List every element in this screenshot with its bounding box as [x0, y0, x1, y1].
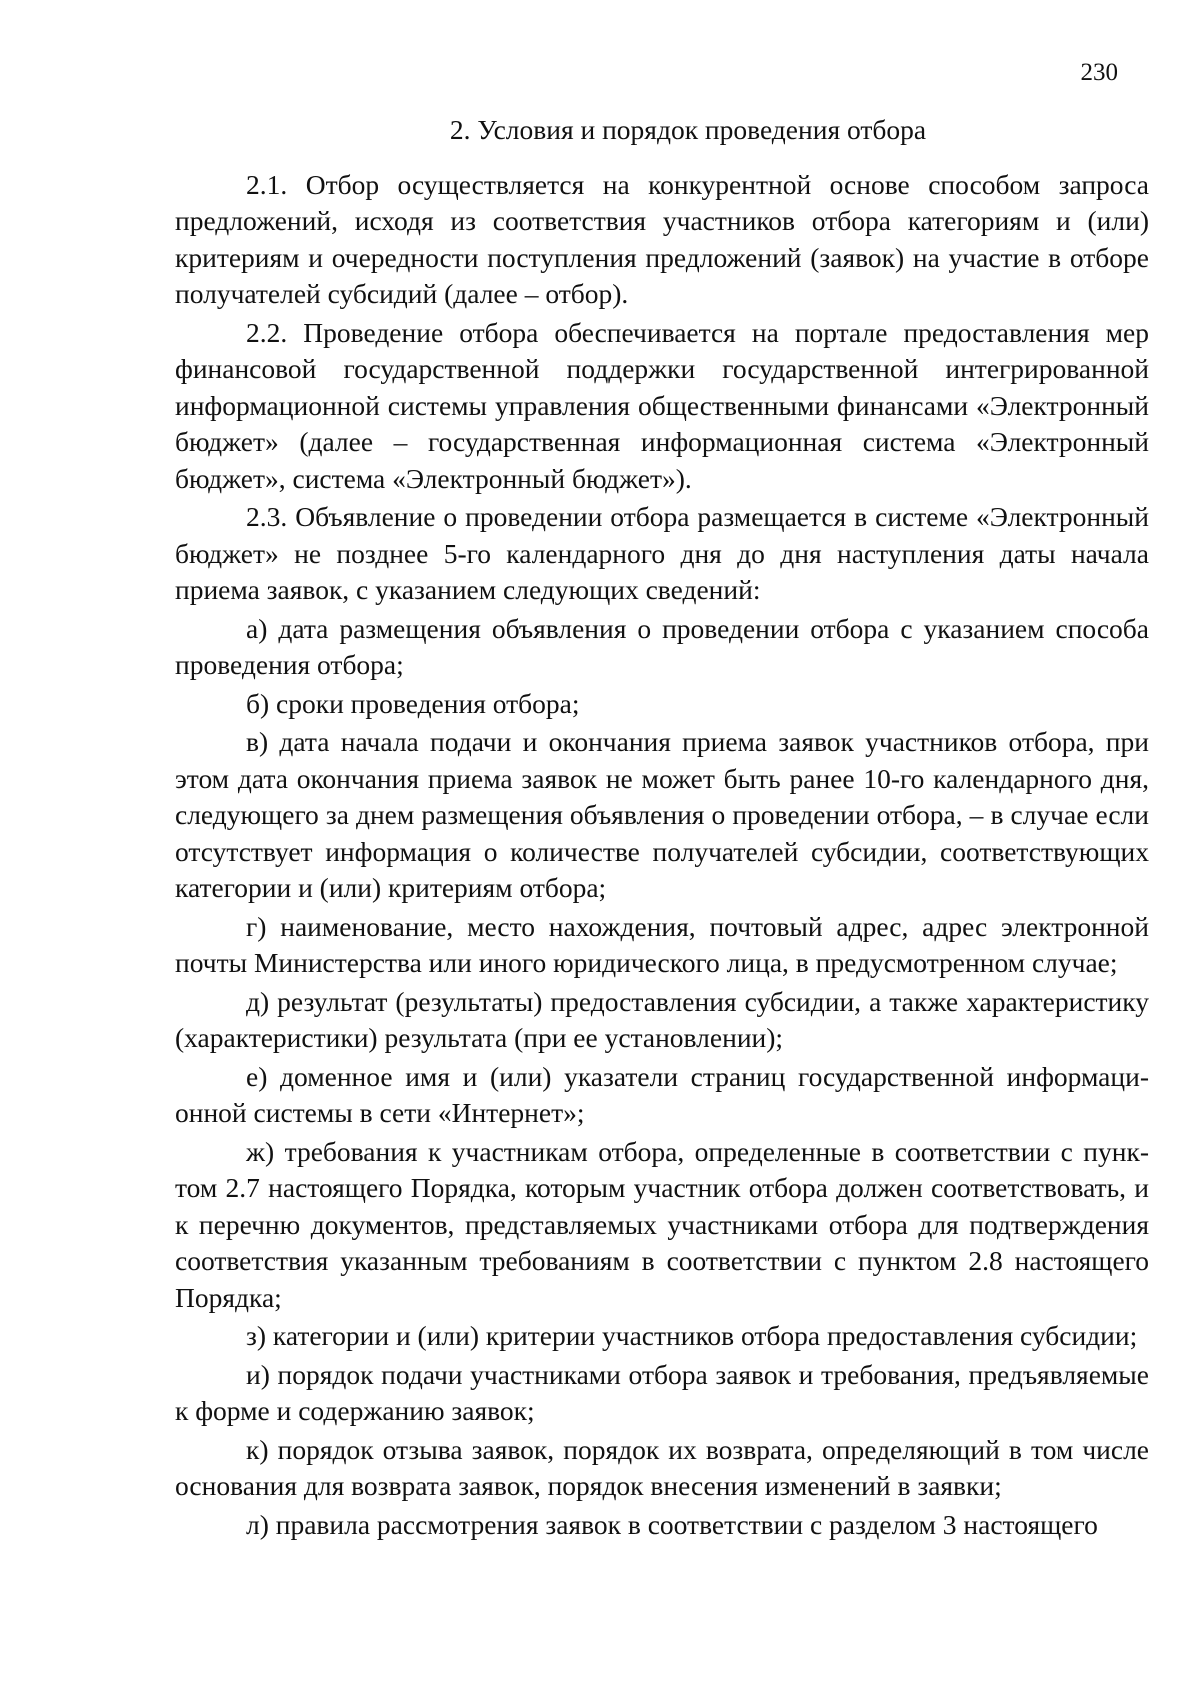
list-item-l: л) правила рассмотрения заявок в соответствии с разделом 3 настоящего: [246, 1508, 1098, 1540]
list-item-a: а) дата размещения объявления о проведении отбора с указанием способа проведения отбора;: [175, 612, 1149, 680]
page-number: 230: [1080, 59, 1118, 86]
list-item-zh: ж) требования к участникам отбора, определенные в соответствии с пунктом 2.7 настоящего Порядка, которым участник отбора должен соответствовать, и к перечню документов, представляемых участниками отбора для подтверждения соответствия указанным требованиям в соответствии с пунктом 2.8 настоящего Порядка;: [175, 1135, 1149, 1313]
list-item-v: в) дата начала подачи и окончания приема заявок участников отбора, при этом дата окончания приема заявок не может быть ранее 10-го календарного дня, следующего за днем размещения объявления о проведении отбора, – в случае если отсутствует информация о количестве получателей субсидии, соответствующих категории и (или) критериям отбора;: [175, 726, 1149, 903]
list-item-k: к) порядок отзыва заявок, порядок их возврата, определяющий в том числе основания для возврата заявок, порядок внесения изменений в заявки;: [175, 1433, 1149, 1501]
list-item-d: д) результат (результаты) предоставления субсидии, а также характеристику (характеристики) результата (при ее установлении);: [175, 985, 1149, 1053]
section-title: 2. Условия и порядок проведения отбора: [449, 114, 927, 145]
list-item-z: з) категории и (или) критерии участников отбора предоставления субсидии;: [246, 1320, 1138, 1351]
list-item-g: г) наименование, место нахождения, почтовый адрес, адрес электронной почты Министерства или иного юридического лица, в предусмотренном случае;: [175, 910, 1149, 978]
paragraph-2-2: 2.2. Проведение отбора обеспечивается на портале предоставления мер финансовой государственной поддержки государственной интегрированной информационной системы управления общественными финансами «Электронный бюджет» (далее – государственная информационная система «Электронный бюджет», система «Электронный бюджет»).: [175, 316, 1149, 494]
list-item-e: е) доменное имя и (или) указатели страниц государственной информационной системы в сети «Интернет»;: [175, 1060, 1149, 1128]
document-body: [175, 112, 1149, 1545]
paragraph-2-1: 2.1. Отбор осуществляется на конкурентной основе способом запроса предложений, исходя из соответствия участников отбора категориям и (или) критериям и очередности поступления предложений (заявок) на участие в отборе получателей субсидий (далее – отбор).: [175, 168, 1149, 309]
list-item-i: и) порядок подачи участниками отбора заявок и требования, предъявляемые к форме и содержанию заявок;: [175, 1358, 1149, 1426]
paragraph-2-3: 2.3. Объявление о проведении отбора размещается в системе «Электронный бюджет» не позднее 5-го календарного дня до дня наступления даты начала приема заявок, с указанием следующих сведений:: [175, 501, 1149, 605]
list-item-b: б) сроки проведения отбора;: [246, 687, 580, 719]
